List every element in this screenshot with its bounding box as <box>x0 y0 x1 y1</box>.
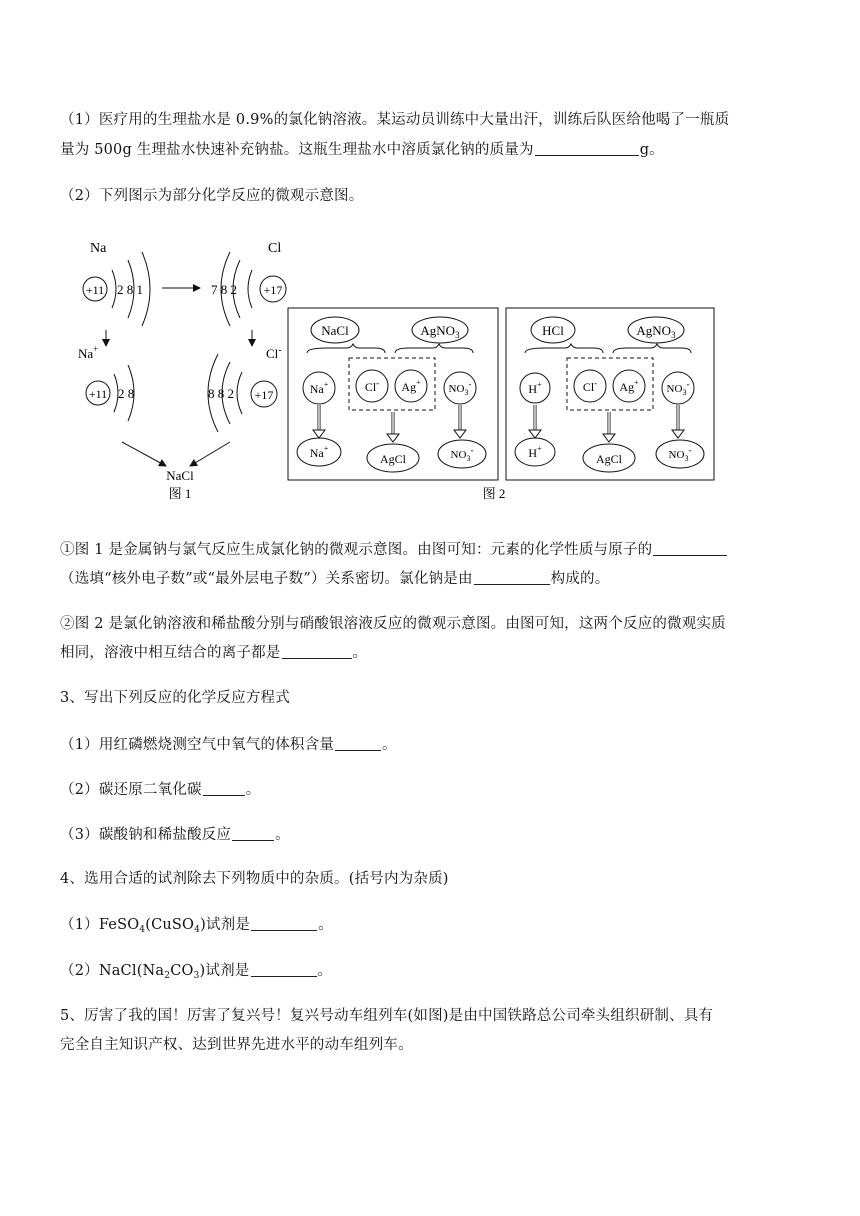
q4-item2-blank[interactable] <box>251 962 317 977</box>
svg-text:AgNO3: AgNO$_3$ <box>636 323 676 340</box>
figure-1-atom-diagram <box>70 230 300 505</box>
q3-item2-blank[interactable] <box>203 781 245 796</box>
q1-line2: 量为 500g 生理盐水快速补充钠盐。这瓶生理盐水中溶质氯化钠的质量为 g。 <box>60 142 664 158</box>
q2-part1-line1: ①图 1 是金属钠与氯气反应生成氯化钠的微观示意图。由图可知：元素的化学性质与原子的 <box>60 538 728 559</box>
svg-text:NO3-: $NO_3^-$ <box>666 379 690 397</box>
q4-title: 4、选用合适的试剂除去下列物质中的杂质。(括号内为杂质) <box>60 871 449 887</box>
svg-text:H+: H+ <box>528 444 542 460</box>
q4-item2: $(2)NaCl(Na_2CO_3)$试剂是 。 <box>60 963 333 981</box>
cl-shells: 7 8 2 <box>211 282 237 297</box>
nacl-product: NaCl <box>166 468 194 483</box>
q2-part2-blank[interactable] <box>282 644 352 659</box>
na-ion-shells: 2 8 <box>118 386 135 401</box>
svg-text:Na+: Na+ <box>309 444 329 460</box>
svg-text:+17: +17 <box>263 283 283 297</box>
svg-text:+11: +11 <box>85 283 105 297</box>
q3-item1: （1）用红磷燃烧测空气中氧气的体积含量 。 <box>60 737 397 753</box>
q2-part1-blank1[interactable] <box>653 541 727 556</box>
svg-text:AgCl: AgCl <box>379 452 407 466</box>
svg-text:NO3-: $NO_3^-$ <box>668 445 692 463</box>
figure-2-reaction-diagram <box>287 306 717 506</box>
q2-part1-blank2[interactable] <box>474 570 550 585</box>
svg-text:Ag+: Ag+ <box>619 378 639 394</box>
figure-2-right-panel <box>506 308 714 480</box>
figure-1-caption: 图 1 <box>168 486 192 501</box>
q5-line1: 5、厉害了我的国！厉害了复兴号！复兴号动车组列车(如图)是由中国铁路总公司牵头组织研制、具有 <box>60 1008 714 1024</box>
q3-item2: （2）碳还原二氧化碳 。 <box>60 782 261 798</box>
na-shells: 2 8 1 <box>117 282 143 297</box>
q2-part2-line2: 相同，溶液中相互结合的离子都是 。 <box>60 645 368 661</box>
svg-text:AgCl: AgCl <box>595 452 623 466</box>
cl-label: Cl <box>268 241 282 256</box>
figure-2-caption: 图 2 <box>482 486 506 501</box>
q3-item1-blank[interactable] <box>335 736 381 751</box>
q4-item1-blank[interactable] <box>251 916 317 931</box>
cl-ion-label: Cl- <box>266 345 282 361</box>
q3-item3: （3）碳酸钠和稀盐酸反应 。 <box>60 827 290 843</box>
svg-text:NO3-: $NO_3^-$ <box>450 445 474 463</box>
svg-text:HCl: HCl <box>542 323 564 338</box>
svg-text:+11: +11 <box>88 387 108 401</box>
svg-text:Cl-: Cl- <box>364 378 380 394</box>
figure-2-left-panel <box>288 308 498 480</box>
na-label: Na <box>90 241 107 256</box>
q2-part2-line1: ②图 2 是氯化钠溶液和稀盐酸分别与硝酸银溶液反应的微观示意图。由图可知，这两个反应的微观实质 <box>60 616 726 632</box>
q1-answer-blank[interactable] <box>535 141 639 156</box>
svg-text:+17: +17 <box>254 388 274 402</box>
q3-item3-blank[interactable] <box>232 826 274 841</box>
cl-ion-shells: 8 8 2 <box>208 386 234 401</box>
svg-text:Na+: Na+ <box>309 380 329 396</box>
q4-item1: （1）FeSO$_4$(CuSO$_4$)试剂是 。 <box>60 917 333 935</box>
svg-text:AgNO3: AgNO$_3$ <box>420 323 460 340</box>
q1-line1: （1）医疗用的生理盐水是 0.9%的氯化钠溶液。某运动员训练中大量出汗，训练后队医给他喝了一瓶质 <box>60 112 730 128</box>
q2-intro: （2）下列图示为部分化学反应的微观示意图。 <box>60 188 364 204</box>
svg-text:H+: H+ <box>528 380 542 396</box>
svg-text:NO3-: $NO_3^-$ <box>448 379 472 397</box>
q3-title: 3、写出下列反应的化学反应方程式 <box>60 690 290 706</box>
svg-text:NaCl: NaCl <box>321 323 349 338</box>
q2-part1-line2: （选填“核外电子数”或“最外层电子数”）关系密切。氯化钠是由 构成的。 <box>60 571 610 587</box>
svg-text:Ag+: Ag+ <box>401 378 421 394</box>
q5-line2: 完全自主知识产权、达到世界先进水平的动车组列车。 <box>60 1037 413 1053</box>
na-ion-label: Na+ <box>78 344 99 361</box>
svg-text:Cl-: Cl- <box>582 378 598 394</box>
